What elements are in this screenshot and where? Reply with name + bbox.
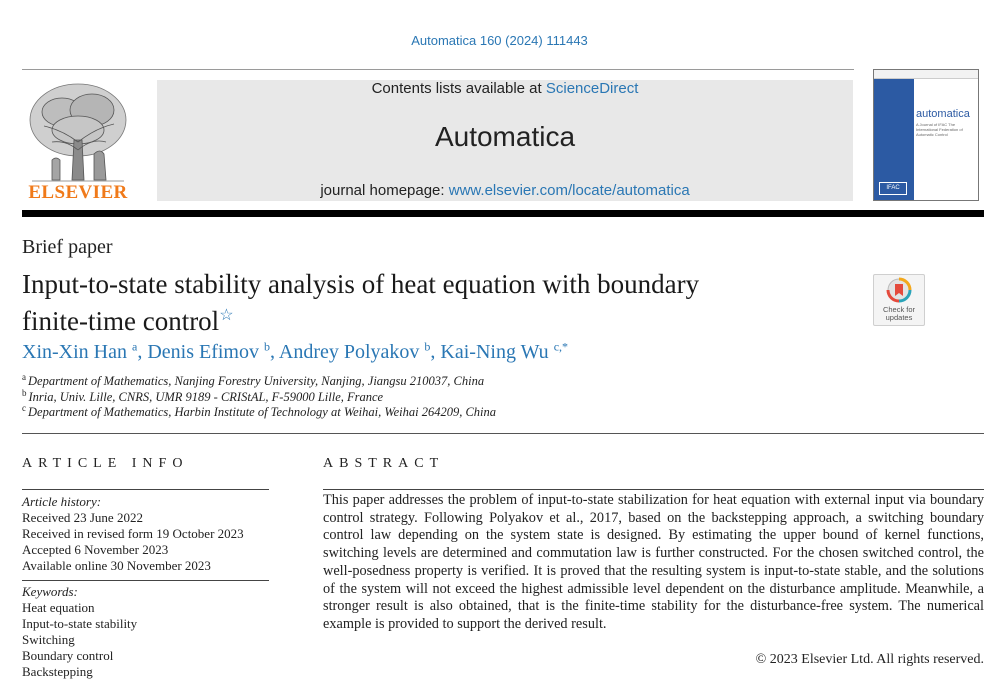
check-for-updates-button[interactable] (873, 274, 925, 326)
keywords-rule (22, 580, 269, 581)
homepage-line (157, 182, 853, 199)
author-wu[interactable]: Kai-Ning Wu $^{c,*}$ (440, 339, 569, 363)
cover-band (874, 70, 914, 200)
paper-title (22, 268, 822, 337)
header-thick-rule (22, 210, 984, 217)
abstract-body: This paper addresses the problem of input-to-state stabilization for heat equation with external input via boundary control strategy. Following Polyakov et al., 2017, based on the backstepping approach, a switching boundary control law depending on the system state is designed. By estimating the upper bound of kernel functions, switching levels are determined and commutation law is further constructed. For the chosen switched control, the well-posedness property is verified. It is proved that the resulting system is input-to-state stable, and the solutions of the system will not exceed the highest admissible level dependent on the disturbance amplitude. Meanwhile, a stronger result is also obtained, that is the finite-time stability for the disturbance-free system. The numerical example is provided to support the derived result. (323, 492, 984, 632)
history-item: Available online 30 November 2023 (22, 558, 211, 573)
author-list: Xin-Xin Han $^a$, Denis Efimov $^b$, Andrey Polyakov $^b$, Kai-Ning Wu $^{c,*}$ (22, 339, 569, 363)
affiliation-b: $^b$ Inria, Univ. Lille, CNRS, UMR 9189 - CRIStAL, F-59000 Lille, France (22, 388, 384, 405)
title-line-2: finite-time control (22, 306, 220, 336)
keywords-label: Keywords: (22, 584, 78, 599)
article-info-heading: ARTICLE INFO (22, 456, 189, 471)
article-info-rule (22, 489, 269, 490)
history-item: Accepted 6 November 2023 (22, 542, 169, 557)
abstract-rule (323, 489, 984, 490)
journal-homepage-link[interactable]: www.elsevier.com/locate/automatica (448, 182, 690, 199)
contents-prefix: Contents lists available at (371, 80, 546, 97)
affiliation-c: $^c$ Department of Mathematics, Harbin Institute of Technology at Weihai, Weihai 264209, China (22, 403, 497, 420)
homepage-prefix: journal homepage: (320, 182, 449, 199)
journal-name: Automatica (434, 121, 576, 152)
contents-line (157, 80, 853, 97)
title-line-1: Input-to-state stability analysis of heat equation with boundary (22, 269, 700, 299)
affiliation-a: $^a$ Department of Mathematics, Nanjing Forestry University, Nanjing, Jiangsu 210037, China (22, 372, 485, 389)
journal-citation[interactable]: Automatica 160 (2024) 111443 (411, 33, 588, 48)
copyright-notice: © 2023 Elsevier Ltd. All rights reserved. (755, 652, 984, 667)
section-divider (22, 433, 984, 434)
keyword-item: Input-to-state stability (22, 616, 138, 631)
author-polyakov[interactable]: Andrey Polyakov $^b$ (278, 339, 431, 363)
cover-title: automatica (916, 108, 970, 120)
author-efimov[interactable]: Denis Efimov $^b$ (147, 339, 270, 363)
keyword-item: Boundary control (22, 648, 114, 663)
cover-ifac-badge: IFAC (879, 182, 907, 195)
keyword-item: Backstepping (22, 664, 93, 679)
cover-subtitle: A Journal of IFAC The International Federation of Automatic Control (916, 122, 963, 137)
journal-cover-thumbnail[interactable] (873, 69, 979, 201)
sciencedirect-link[interactable]: ScienceDirect (545, 80, 639, 97)
article-history-label: Article history: (22, 494, 102, 509)
author-han[interactable]: Xin-Xin Han $^a$ (22, 339, 138, 363)
history-item: Received in revised form 19 October 2023 (22, 526, 244, 541)
check-updates-icon (874, 275, 924, 305)
abstract-heading: ABSTRACT (323, 456, 445, 471)
history-item: Received 23 June 2022 (22, 510, 143, 525)
keyword-item: Heat equation (22, 600, 95, 615)
check-updates-label: Check for updates (882, 305, 916, 322)
header-divider (22, 69, 854, 70)
article-type: Brief paper (22, 236, 113, 258)
title-footnote-star-icon[interactable]: ☆ (219, 307, 234, 324)
keyword-item: Switching (22, 632, 75, 647)
elsevier-wordmark: ELSEVIER (28, 182, 128, 203)
cover-top-strip (874, 70, 978, 79)
